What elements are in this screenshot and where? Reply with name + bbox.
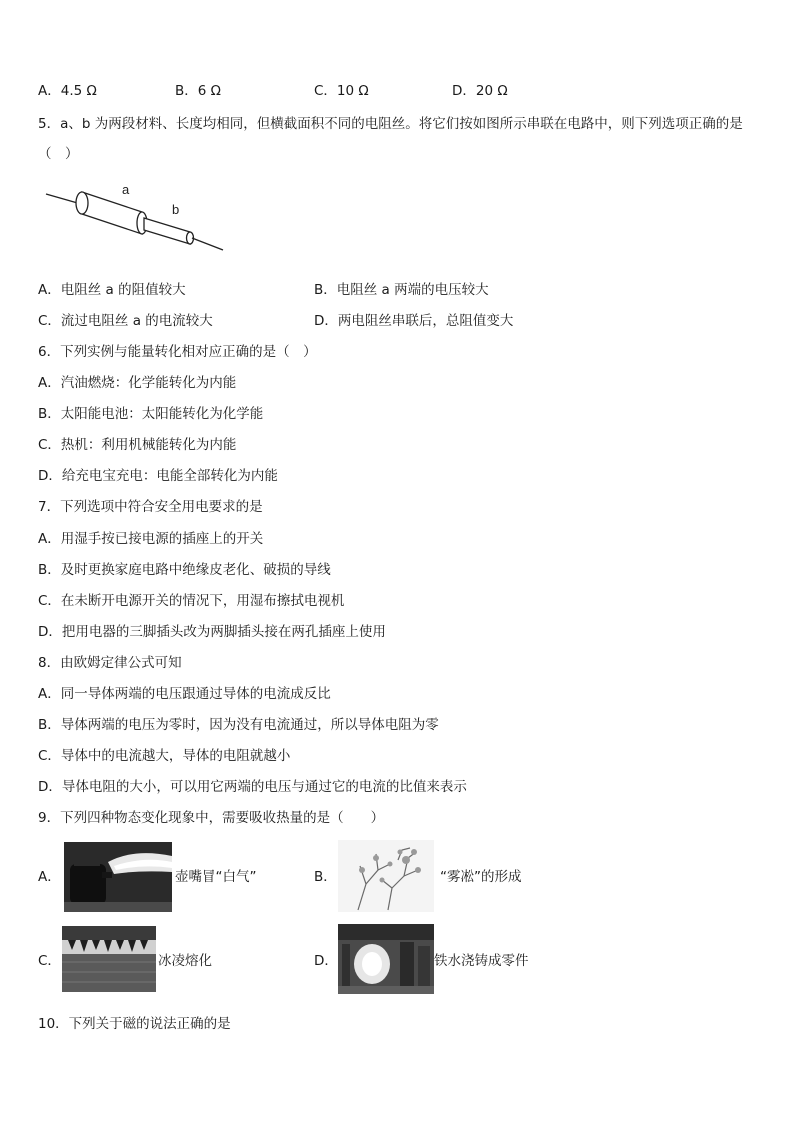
q6-option-b: B．太阳能电池：太阳能转化为化学能	[38, 406, 264, 422]
q6-option-d: D．给充电宝充电：电能全部转化为内能	[38, 468, 278, 484]
q7-option-c: C．在未断开电源开关的情况下，用湿布擦拭电视机	[38, 593, 345, 609]
q9-option-c-text: 冰凌熔化	[158, 953, 212, 969]
q6-option-a: A．汽油燃烧：化学能转化为内能	[38, 375, 237, 391]
q8-option-d: D．导体电阻的大小，可以用它两端的电压与通过它的电流的比值来表示	[38, 779, 467, 795]
q8-option-a: A．同一导体两端的电压跟通过导体的电流成反比	[38, 686, 331, 702]
q10-stem: 10．下列关于磁的说法正确的是	[38, 1016, 231, 1032]
wire-b-label: b	[172, 202, 180, 217]
q9-option-a-text: 壶嘴冒“白气”	[175, 869, 257, 885]
q6-option-c: C．热机：利用机械能转化为内能	[38, 437, 237, 453]
q9-stem: 9．下列四种物态变化现象中，需要吸收热量的是（ ）	[38, 810, 385, 826]
q5-option-a: A．电阻丝 a 的阻值较大	[38, 282, 186, 298]
q7-stem: 7．下列选项中符合安全用电要求的是	[38, 499, 263, 515]
q9-option-b-text: “雾凇”的形成	[440, 869, 522, 885]
resistor-wire-figure	[40, 176, 230, 256]
molten-iron-casting-photo	[338, 924, 434, 994]
q7-option-a: A．用湿手按已接电源的插座上的开关	[38, 531, 264, 547]
q5-paren: （ ）	[38, 146, 79, 162]
q9-option-d-text: 铁水浇铸成零件	[434, 953, 529, 969]
q5-option-d: D．两电阻丝串联后，总阻值变大	[314, 313, 514, 329]
q9-option-b-letter: B．	[314, 869, 337, 885]
q7-option-b: B．及时更换家庭电路中绝缘皮老化、破损的导线	[38, 562, 331, 578]
q5-stem: 5．a、b 为两段材料、长度均相同，但横截面积不同的电阻丝。将它们按如图所示串联在电路中，则下列选项正确的是	[38, 116, 743, 132]
q9-option-d-letter: D．	[314, 953, 338, 969]
q7-option-d: D．把用电器的三脚插头改为两脚插头接在两孔插座上使用	[38, 624, 386, 640]
q8-stem: 8．由欧姆定律公式可知	[38, 655, 182, 671]
q4-option-c: C．10 Ω	[314, 83, 369, 99]
q8-option-b: B．导体两端的电压为零时，因为没有电流通过，所以导体电阻为零	[38, 717, 439, 733]
q5-option-b: B．电阻丝 a 两端的电压较大	[314, 282, 489, 298]
kettle-steam-photo	[64, 842, 172, 912]
q4-option-a: A．4.5 Ω	[38, 83, 97, 99]
q5-option-c: C．流过电阻丝 a 的电流较大	[38, 313, 213, 329]
q6-stem: 6．下列实例与能量转化相对应正确的是（ ）	[38, 344, 317, 360]
icicle-melting-photo	[62, 926, 156, 992]
q4-option-b: B．6 Ω	[175, 83, 221, 99]
q8-option-c: C．导体中的电流越大，导体的电阻就越小	[38, 748, 291, 764]
wire-a-label: a	[122, 182, 130, 197]
q9-option-c-letter: C．	[38, 953, 61, 969]
q4-option-d: D．20 Ω	[452, 83, 508, 99]
rime-frost-photo	[338, 840, 434, 912]
q9-option-a-letter: A．	[38, 869, 61, 885]
